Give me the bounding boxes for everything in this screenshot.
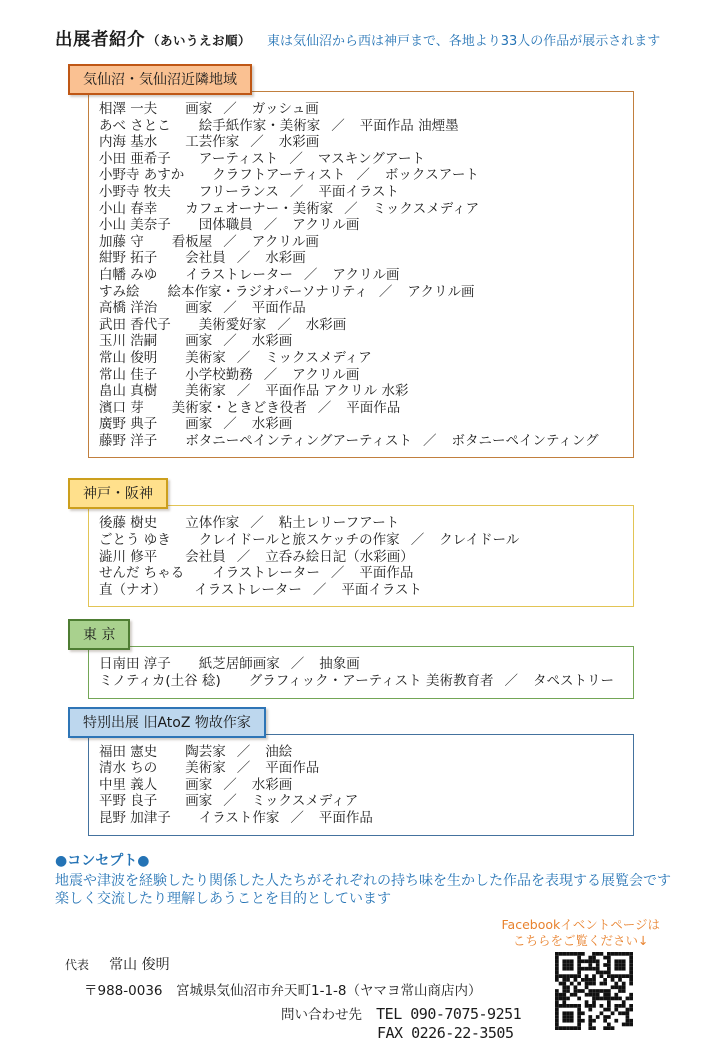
member-name: 畠山 真樹: [99, 383, 158, 400]
member-work: 水彩画: [265, 250, 306, 267]
member-role: 画家: [185, 300, 213, 317]
member-name: 後藤 樹史: [99, 515, 158, 532]
member-work: 平面作品 油煙墨: [359, 117, 459, 134]
qr-code: [555, 952, 633, 1030]
section-label: 気仙沼・気仙沼近隣地域: [83, 72, 237, 88]
member-row: [99, 234, 629, 251]
member-role: ボタニーペインティングアーティスト: [185, 432, 412, 449]
member-role: グラフィック・アーティスト 美術教育者: [248, 673, 494, 690]
member-row: [99, 118, 629, 135]
member-name: 小山 美奈子: [99, 217, 171, 234]
member-role: 工芸作家: [185, 134, 240, 151]
member-name: 小田 亜希子: [99, 150, 171, 167]
member-work: マスキングアート: [317, 150, 426, 167]
member-row: [99, 134, 629, 151]
member-work: 水彩画: [251, 333, 293, 350]
member-row: [99, 333, 629, 350]
fax-line: [377, 1024, 720, 1040]
section-tab: [68, 478, 168, 509]
section-box: [88, 91, 634, 458]
member-work: アクリル画: [292, 217, 360, 234]
section-label: 特別出展 旧AtoZ 物故作家: [83, 714, 251, 731]
member-role: 美術家: [185, 383, 226, 400]
member-work: ボタニーペインティング: [451, 432, 599, 449]
facebook-note: [502, 917, 661, 949]
separator-slash: ／: [250, 134, 264, 151]
member-work: 平面作品: [251, 300, 306, 317]
section-label: 東 京: [83, 627, 116, 644]
member-role: イラストレーター: [185, 266, 293, 283]
concept-line: 楽しく交流したり理解しあうことを目的としています: [55, 890, 391, 907]
separator-slash: ／: [303, 266, 318, 283]
address-line: 〒988-0036 宮城県気仙沼市弁天町1-1-8（ヤマヨ常山商店内）: [84, 982, 482, 999]
separator-slash: ／: [236, 383, 251, 400]
section-box: [88, 734, 634, 836]
member-name: すみ絵: [99, 283, 140, 300]
facebook-note-line-2: こちらをご覧ください↓: [513, 932, 649, 948]
page-title-suffix: （あいうえお順）: [147, 33, 252, 48]
separator-slash: ／: [223, 300, 237, 317]
separator-slash: ／: [290, 810, 304, 826]
separator-slash: ／: [312, 581, 327, 598]
member-name: 福田 憲史: [99, 743, 158, 760]
member-row: [99, 317, 629, 334]
fax-number: FAX 0226-22-3505: [377, 1023, 514, 1040]
member-row: [99, 284, 629, 301]
section-tab: [68, 707, 266, 738]
member-role: 団体職員: [198, 217, 253, 234]
member-work: アクリル画: [251, 233, 319, 250]
member-name: 常山 俊明: [99, 349, 158, 366]
member-name: 玉川 浩嗣: [99, 333, 158, 350]
separator-slash: ／: [263, 217, 278, 234]
member-work: 抽象画: [319, 656, 360, 673]
member-name: 廣野 典子: [99, 416, 158, 433]
concept-line: 地震や津波を経験したり関係した人たちがそれぞれの持ち味を生かした作品を表現する展覧会です: [55, 872, 671, 889]
member-role: 美術家: [185, 349, 226, 366]
member-name: 内海 基水: [99, 134, 158, 151]
member-row: [99, 760, 629, 777]
member-row: [99, 300, 629, 317]
page-subtitle: 東は気仙沼から西は神戸まで、各地より33人の作品が展示されます: [267, 34, 661, 49]
inquiry-label: 問い合わせ先: [281, 1006, 362, 1023]
member-work: 平面作品: [346, 399, 401, 416]
member-row: [99, 383, 629, 400]
section-label: 神戸・阪神: [83, 486, 153, 503]
member-name: 小山 春幸: [99, 200, 158, 217]
member-role: 画家: [185, 101, 213, 117]
member-role: 会社員: [185, 548, 226, 565]
member-role: 美術家・ときどき役者: [171, 399, 307, 416]
separator-slash: ／: [344, 200, 358, 217]
member-role: 絵本作家・ラジオパーソナリティ: [167, 283, 368, 300]
separator-slash: ／: [236, 548, 251, 565]
member-role: 画家: [185, 416, 213, 433]
member-row: [99, 532, 629, 549]
separator-slash: ／: [317, 399, 332, 416]
member-name: 常山 佳子: [99, 366, 158, 383]
representative-name: 常山 俊明: [109, 956, 170, 973]
member-role: 小学校勤務: [185, 366, 253, 383]
member-row: [99, 673, 629, 690]
page-header: [55, 26, 720, 51]
member-name: 藤野 洋子: [99, 432, 158, 449]
member-role: 美術家: [185, 760, 226, 777]
representative-label: 代表: [65, 957, 90, 972]
member-row: [99, 101, 629, 118]
member-name: 澁川 修平: [99, 548, 158, 565]
separator-slash: ／: [331, 117, 345, 134]
member-role: 絵手紙作家・美術家: [198, 117, 321, 134]
section-box: [88, 505, 634, 607]
section-tab: [68, 619, 130, 650]
member-row: [99, 656, 629, 673]
separator-slash: ／: [223, 416, 237, 433]
separator-slash: ／: [504, 673, 518, 690]
member-work: クレイドール: [439, 532, 520, 549]
separator-slash: ／: [289, 150, 303, 167]
member-role: 立体作家: [185, 515, 240, 532]
member-work: 平面イラスト: [318, 183, 399, 200]
member-work: 平面作品 アクリル 水彩: [265, 383, 409, 400]
member-work: タペストリー: [532, 673, 614, 690]
member-row: [99, 777, 629, 794]
member-work: ミックスメディア: [372, 200, 480, 217]
member-row: [99, 515, 629, 532]
separator-slash: ／: [378, 283, 393, 300]
separator-slash: ／: [236, 349, 251, 366]
member-role: 画家: [185, 333, 213, 350]
member-name: 濱口 芽: [99, 399, 144, 416]
tel-number: TEL 090-7075-9251: [376, 1004, 522, 1023]
section-tab: [68, 64, 252, 95]
page-title-text: 出展者紹介: [55, 30, 145, 50]
member-name: 加藤 守: [99, 233, 144, 250]
sections: [55, 64, 720, 836]
member-role: イラスト作家: [198, 810, 280, 826]
separator-slash: ／: [422, 432, 437, 449]
member-row: [99, 201, 629, 218]
member-work: 水彩画: [278, 134, 320, 151]
member-work: 平面作品: [359, 565, 414, 582]
member-name: 相澤 一夫: [99, 101, 158, 117]
member-row: [99, 810, 629, 827]
separator-slash: ／: [290, 656, 305, 673]
member-role: カフェオーナー・美術家: [185, 200, 334, 217]
member-work: アクリル画: [332, 266, 400, 283]
exhibitor-section: [68, 478, 720, 607]
concept-heading: ●コンセプト●: [55, 852, 150, 869]
separator-slash: ／: [410, 532, 425, 549]
member-role: イラストレーター: [194, 581, 302, 598]
member-name: ミノティカ(土谷 稔): [99, 673, 221, 690]
member-work: 平面イラスト: [341, 581, 422, 598]
separator-slash: ／: [356, 167, 370, 184]
member-row: [99, 416, 629, 433]
member-name: 高橋 洋治: [99, 300, 158, 317]
separator-slash: ／: [223, 793, 237, 810]
member-name: 武田 香代子: [99, 316, 171, 333]
concept-block: [55, 852, 720, 908]
member-role: 美術愛好家: [198, 316, 267, 333]
member-row: [99, 400, 629, 417]
member-name: 小野寺 牧夫: [99, 183, 171, 200]
member-work: 平面作品: [265, 760, 320, 777]
member-role: イラストレーター: [212, 565, 320, 582]
member-row: [99, 250, 629, 267]
member-name: 平野 良子: [99, 793, 158, 810]
member-name: 清水 ちの: [99, 760, 158, 777]
member-name: ごとう ゆき: [99, 532, 171, 549]
member-name: せんだ ちゃる: [99, 565, 185, 582]
separator-slash: ／: [223, 776, 237, 793]
member-work: アクリル画: [407, 283, 475, 300]
member-row: [99, 367, 629, 384]
separator-slash: ／: [289, 183, 304, 200]
section-box: [88, 646, 634, 698]
separator-slash: ／: [330, 565, 345, 582]
member-row: [99, 217, 629, 234]
member-row: [99, 267, 629, 284]
member-row: [99, 744, 629, 761]
separator-slash: ／: [223, 101, 237, 117]
member-name: 日南田 淳子: [99, 656, 171, 673]
member-name: 紺野 拓子: [99, 250, 158, 267]
member-work: ガッシュ画: [251, 101, 319, 117]
member-row: [99, 167, 629, 184]
page-title: [55, 26, 251, 51]
member-role: 陶芸家: [185, 743, 226, 760]
member-row: [99, 433, 629, 450]
member-work: 水彩画: [251, 776, 293, 793]
separator-slash: ／: [236, 250, 251, 267]
member-work: 粘土レリーフアート: [278, 515, 400, 532]
member-role: 看板屋: [171, 233, 213, 250]
member-row: [99, 184, 629, 201]
separator-slash: ／: [236, 760, 251, 777]
member-role: 画家: [185, 793, 213, 810]
exhibitor-section: [68, 64, 720, 458]
member-role: フリーランス: [198, 183, 279, 200]
member-name: 小野寺 あすか: [99, 167, 185, 184]
separator-slash: ／: [250, 515, 264, 532]
member-role: 紙芝居師画家: [198, 656, 280, 673]
member-row: [99, 350, 629, 367]
member-name: 中里 義人: [99, 776, 158, 793]
member-row: [99, 565, 629, 582]
separator-slash: ／: [223, 333, 237, 350]
facebook-note-line-1: Facebookイベントページは: [501, 916, 660, 932]
member-role: クラフトアーティスト: [212, 167, 346, 184]
member-work: 油絵: [265, 743, 293, 760]
member-work: 水彩画: [305, 316, 347, 333]
member-work: ミックスメディア: [251, 793, 359, 810]
member-role: クレイドールと旅スケッチの作家: [198, 532, 400, 549]
member-work: ミックスメディア: [265, 349, 372, 366]
exhibitor-section: [68, 619, 720, 698]
member-work: ボックスアート: [384, 167, 479, 184]
inquiry-line: [281, 1003, 720, 1023]
member-row: [99, 151, 629, 168]
member-name: 直（ナオ）: [99, 581, 167, 598]
separator-slash: ／: [263, 366, 278, 383]
member-role: 会社員: [185, 250, 226, 267]
member-row: [99, 582, 629, 599]
member-role: アーティスト: [198, 150, 279, 167]
separator-slash: ／: [236, 743, 251, 760]
member-work: 水彩画: [251, 416, 293, 433]
member-work: 平面作品: [318, 810, 373, 826]
exhibitor-section: [68, 707, 720, 836]
separator-slash: ／: [223, 233, 237, 250]
member-work: アクリル画: [292, 366, 360, 383]
contact-block: [55, 954, 720, 1040]
member-name: 昆野 加津子: [99, 810, 171, 826]
member-role: 画家: [185, 776, 213, 793]
separator-slash: ／: [277, 316, 291, 333]
member-row: [99, 549, 629, 566]
member-work: 立呑み絵日記（水彩画）: [265, 548, 414, 565]
member-row: [99, 793, 629, 810]
member-name: 白幡 みゆ: [99, 266, 158, 283]
member-name: あべ さとこ: [99, 117, 171, 134]
